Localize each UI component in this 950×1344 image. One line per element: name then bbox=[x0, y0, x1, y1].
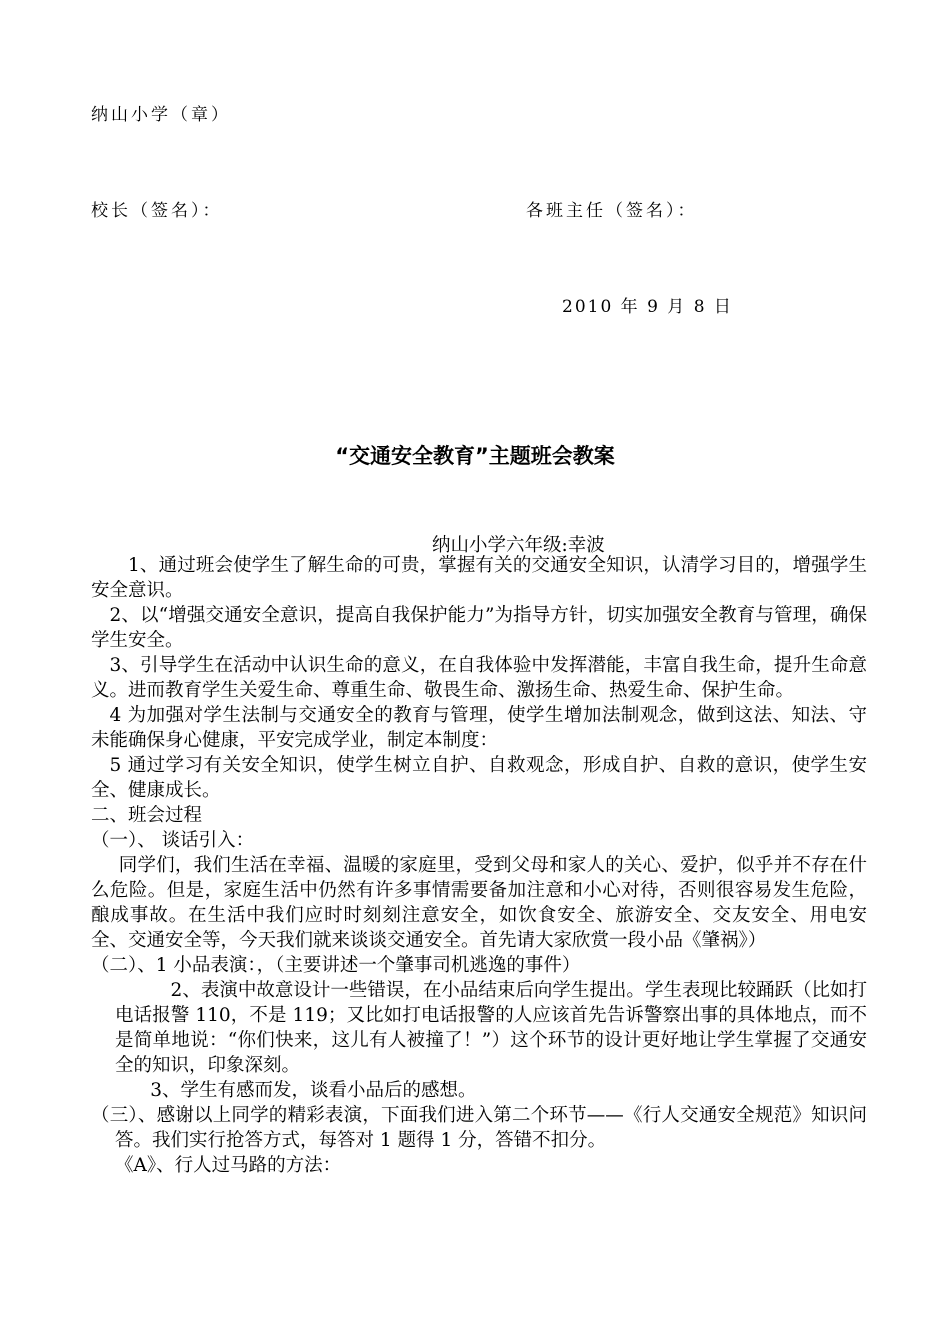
subsection-3-body: （三）、感谢以上同学的精彩表演，下面我们进入第二个环节——《行人交通安全规范》知识问答。我们实行抢答方式，每答对 1 题得 1 分，答错不扣分。 bbox=[91, 1105, 867, 1151]
objective-5: 5 通过学习有关安全知识，使学生树立自护、自救观念，形成自护、自救的意识，使学生安全、健康成长。 bbox=[91, 755, 867, 801]
document-body bbox=[91, 553, 867, 1178]
subsection-3-item-a: 《A》、行人过马路的方法： bbox=[115, 1155, 342, 1176]
objective-3: 3、引导学生在活动中认识生命的意义，在自我体验中发挥潜能，丰富自我生命，提升生命意义。进而教育学生关爱生命、尊重生命、敬畏生命、激扬生命、热爱生命、保护生命。 bbox=[91, 655, 867, 701]
subsection-1-body: 同学们，我们生活在幸福、温暖的家庭里，受到父母和家人的关心、爱护，似乎并不存在什么危险。但是，家庭生活中仍然有许多事情需要备加注意和小心对待，否则很容易发生危险，酿成事故。在生活中我们应时时刻刻注意安全，如饮食安全、旅游安全、交友安全、用电安全、交通安全等，今天我们就来谈谈交通安全。首先请大家欣赏一段小品《肇祸》） bbox=[91, 855, 867, 951]
document-date: 2010 年 9 月 8 日 bbox=[562, 297, 733, 317]
subsection-2-item-3: 3、学生有感而发，谈看小品后的感想。 bbox=[150, 1080, 477, 1101]
section-heading: 二、班会过程 bbox=[91, 805, 203, 826]
subsection-2-item-2: 2、表演中故意设计一些错误，在小品结束后向学生提出。学生表现比较踊跃（比如打电话报警 110，不是 119；又比如打电话报警的人应该首先告诉警察出事的具体地点，而不是简单地说：“你们快来，这儿有人被撞了！”）这个环节的设计更好地让学生掌握了交通安全的知识，印象深刻。 bbox=[115, 980, 867, 1076]
objective-4: 4 为加强对学生法制与交通安全的教育与管理，使学生增加法制观念，做到这法、知法、守未能确保身心健康，平安完成学业，制定本制度： bbox=[91, 705, 867, 751]
school-seal-line: 纳山小学（章） bbox=[91, 105, 231, 125]
objective-2: 2、以“增强交通安全意识，提高自我保护能力”为指导方针，切实加强安全教育与管理，确保学生安全。 bbox=[91, 605, 867, 651]
document-title: “交通安全教育”主题班会教案 bbox=[335, 444, 615, 468]
subsection-2-heading: （二）、1 小品表演：，（主要讲述一个肇事司机逃逸的事件） bbox=[91, 955, 581, 976]
principal-signature-label: 校长（签名）： bbox=[91, 201, 223, 221]
author-line: 纳山小学六年级:幸波 bbox=[432, 535, 605, 556]
teachers-signature-label: 各班主任（签名）： bbox=[526, 201, 698, 221]
objective-1: 1、通过班会使学生了解生命的可贵，掌握有关的交通安全知识，认清学习目的，增强学生安全意识。 bbox=[91, 555, 867, 601]
subsection-1-heading: （一）、 谈话引入： bbox=[91, 830, 255, 851]
